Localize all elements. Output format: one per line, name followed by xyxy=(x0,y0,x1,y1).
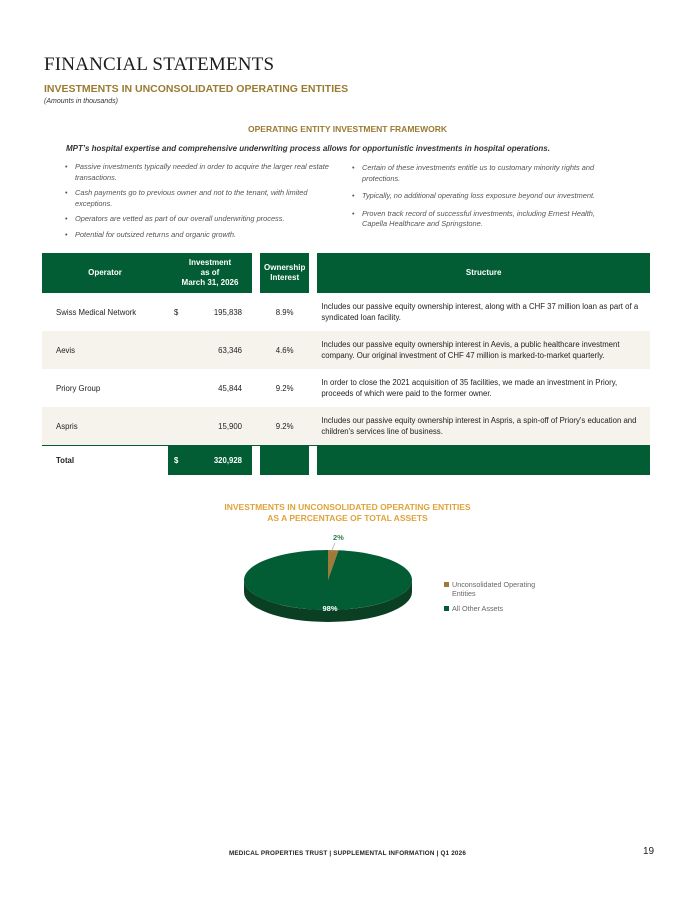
framework-right-bullets xyxy=(349,163,611,237)
header-investment-line1: Investment xyxy=(188,258,232,267)
page-footer: MEDICAL PROPERTIES TRUST | SUPPLEMENTAL INFORMATION | Q1 2026 xyxy=(228,850,467,857)
structure-cell: Includes our passive equity ownership interest in Aspris, a spin-off of Priory's education and children's services line of business. xyxy=(317,407,650,446)
table-row xyxy=(42,407,650,446)
pie-chart xyxy=(240,528,430,658)
bullet-item: • Typically, no additional operating loss exposure beyond our investment. xyxy=(349,191,611,202)
investment-cell: 45,844 xyxy=(218,383,242,393)
operator-cell: Aevis xyxy=(42,331,168,369)
gap-cell xyxy=(309,446,317,476)
total-investment: 320,928 xyxy=(208,446,252,476)
table-header-row xyxy=(42,253,650,293)
currency-cell: $ xyxy=(174,307,179,317)
legend-item xyxy=(444,580,552,598)
table-row xyxy=(42,331,650,369)
header-ownership-line1: Ownership xyxy=(264,263,306,272)
framework-title: OPERATING ENTITY INVESTMENT FRAMEWORK xyxy=(248,124,447,134)
pie-label-small: 2% xyxy=(333,533,344,542)
structure-cell: Includes our passive equity ownership interest in Aevis, a public healthcare investment company. Our original investment of CHF 47 million is marked-to-market quarterly. xyxy=(317,331,650,369)
pie-slice-other-assets xyxy=(244,550,412,610)
currency-cell xyxy=(168,407,208,446)
bullet-item: • Operators are vetted as part of our overall underwriting process. xyxy=(62,214,334,225)
investment-cell: 15,900 xyxy=(208,407,252,446)
legend-label: Unconsolidated Operating Entities xyxy=(452,580,536,598)
gap-cell xyxy=(309,293,317,331)
ownership-cell: 9.2% xyxy=(260,407,309,446)
structure-cell: Includes our passive equity ownership interest, along with a CHF 37 million loan as part of a syndicated loan facility. xyxy=(321,302,639,322)
gap-cell xyxy=(309,369,317,407)
structure-cell: In order to close the 2021 acquisition of 35 facilities, we made an investment in Priory, proceeds of which were paid to the former owner. xyxy=(321,378,618,398)
investment-cell: 195,838 xyxy=(213,307,242,317)
gap-cell xyxy=(309,331,317,369)
chart-title xyxy=(0,502,695,524)
framework-subtitle: MPT’s hospital expertise and comprehensive underwriting process allows for opportunistic investments in hospital operations. xyxy=(66,144,550,153)
legend-label: All Other Assets xyxy=(452,604,504,613)
header-gap xyxy=(309,253,317,293)
page-number: 19 xyxy=(643,846,655,857)
bullet-item: • Passive investments typically needed in order to acquire the larger real estate transactions. xyxy=(62,162,334,183)
header-ownership xyxy=(260,253,309,293)
gap-cell xyxy=(252,407,260,446)
operator-cell: Priory Group xyxy=(56,383,101,393)
pie-label-large: 98% xyxy=(322,604,338,613)
header-investment-line2: as of xyxy=(200,268,220,277)
amounts-note: (Amounts in thousands) xyxy=(44,98,118,105)
total-structure-blank xyxy=(317,446,650,476)
header-investment xyxy=(168,253,252,293)
legend-swatch xyxy=(444,606,449,611)
total-ownership-blank xyxy=(260,446,309,476)
investments-table xyxy=(42,253,650,475)
gap-cell xyxy=(252,331,260,369)
bullet-item: • Cash payments go to previous owner and not to the tenant, with limited exceptions. xyxy=(62,188,334,209)
section-title: INVESTMENTS IN UNCONSOLIDATED OPERATING ENTITIES xyxy=(44,83,349,95)
table-row xyxy=(42,293,650,331)
chart-title-line1: INVESTMENTS IN UNCONSOLIDATED OPERATING ENTITIES xyxy=(224,502,471,512)
investment-cell: 63,346 xyxy=(208,331,252,369)
ownership-cell: 4.6% xyxy=(260,331,309,369)
gap-cell xyxy=(309,407,317,446)
legend-swatch xyxy=(444,582,449,587)
gap-cell xyxy=(252,446,260,476)
currency-cell xyxy=(168,331,208,369)
gap-cell xyxy=(252,369,260,407)
gap-cell xyxy=(252,293,260,331)
legend-item xyxy=(444,604,552,613)
header-operator: Operator xyxy=(42,253,168,293)
bullet-item: • Proven track record of successful investments, including Ernest Health, Capella Healthcare and Springstone. xyxy=(349,209,611,230)
framework-left-bullets xyxy=(62,162,334,245)
chart-legend xyxy=(444,580,552,619)
header-structure: Structure xyxy=(317,253,650,293)
total-label: Total xyxy=(42,446,168,476)
total-currency: $ xyxy=(168,446,208,476)
operator-cell: Aspris xyxy=(42,407,168,446)
currency-cell xyxy=(168,369,208,407)
bullet-item: • Certain of these investments entitle us to customary minority rights and protections. xyxy=(349,163,611,184)
page-title: FINANCIAL STATEMENTS xyxy=(44,54,275,75)
bullet-item: • Potential for outsized returns and organic growth. xyxy=(62,230,334,241)
header-ownership-line2: Interest xyxy=(270,273,300,282)
chart-title-line2: AS A PERCENTAGE OF TOTAL ASSETS xyxy=(267,513,428,523)
ownership-cell: 8.9% xyxy=(275,307,294,317)
table-row xyxy=(42,369,650,407)
table-total-row xyxy=(42,446,650,476)
header-investment-line3: March 31, 2026 xyxy=(181,278,239,287)
operator-cell: Swiss Medical Network xyxy=(56,307,137,317)
header-gap xyxy=(252,253,260,293)
ownership-cell: 9.2% xyxy=(275,383,294,393)
